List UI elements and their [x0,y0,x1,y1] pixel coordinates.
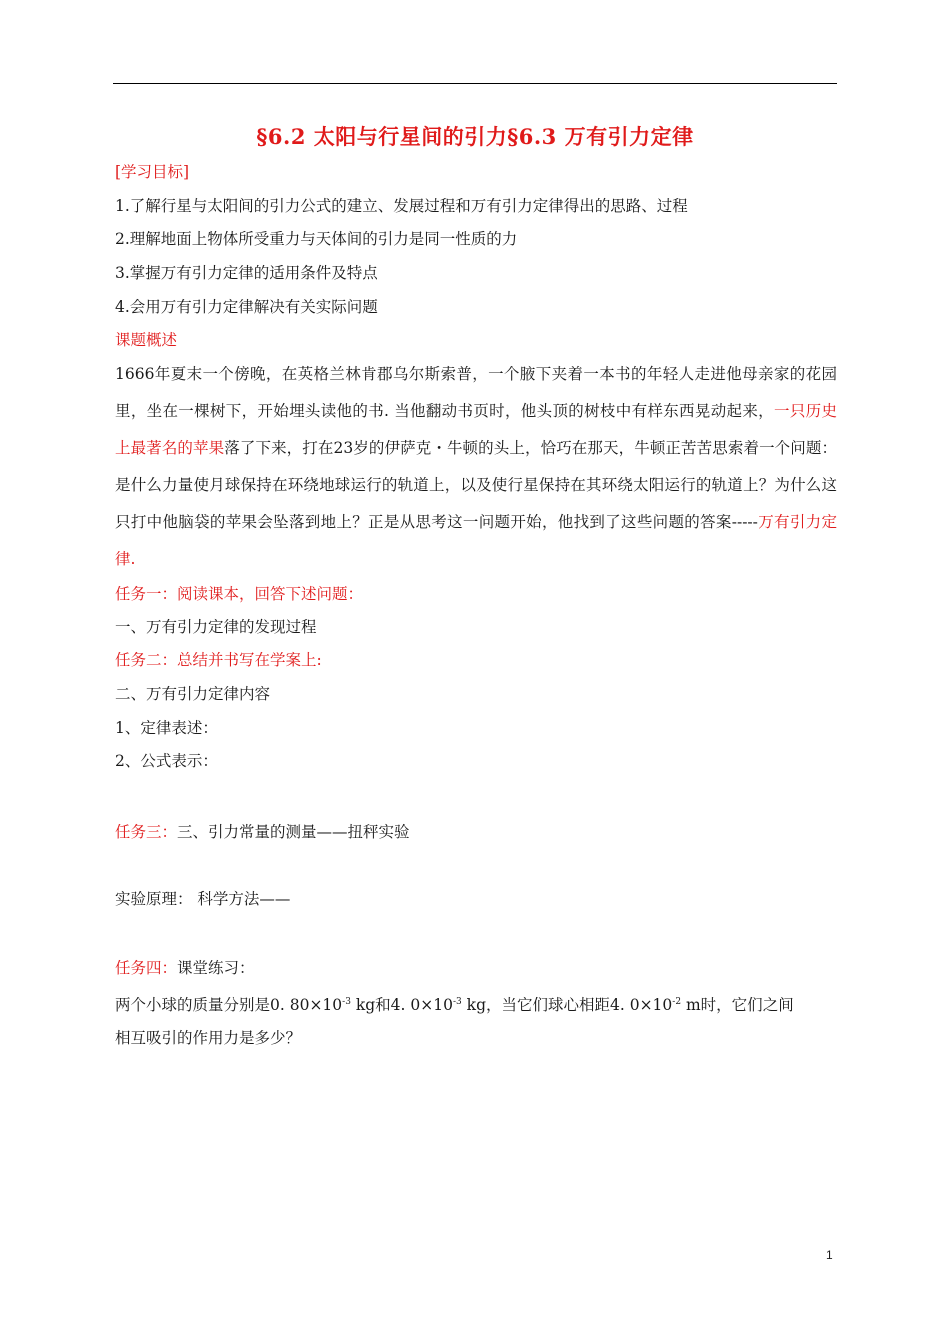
item-law-statement: 1、定律表述： [115,719,218,737]
overview-highlight-apple: 一只历史上最著名的苹果 [115,402,837,457]
header-rule [113,83,837,84]
objective-3: 3.掌握万有引力定律的适用条件及特点 [115,264,378,282]
exercise-exponent-1: -3 [342,997,351,1007]
exercise-part-a: 两个小球的质量分别是0. 80×10 [115,996,343,1014]
task-two: 任务二：总结并书写在学案上: [115,651,322,669]
experiment-principle: 实验原理： 科学方法—— [115,890,291,908]
exercise-part-b: kg和4. 0×10 [350,996,453,1014]
objectives-heading: [学习目标] [115,163,190,181]
task-four [115,958,255,978]
exercise-line-1 [115,992,794,1015]
task-one: 任务一：阅读课本，回答下述问题： [115,585,364,603]
exercise-exponent-2: -3 [452,997,462,1007]
task-four-label: 任务四： [115,959,178,977]
exercise-line-2: 相互吸引的作用力是多少？ [115,1029,302,1047]
exercise-exponent-3: -2 [672,997,682,1007]
task-four-text: 课堂练习： [177,959,255,977]
overview-text-1: 1666年夏末一个傍晚，在英格兰林肯郡乌尔斯索普，一个腋下夹着一本书的年轻人走进他母亲家的花园里，坐在一棵树下，开始埋头读他的书. 当他翻动书页时，他头顶的树枝中有样东西晃动起来， [115,365,837,420]
item-formula: 2、公式表示： [115,752,218,770]
exercise-part-c: kg，当它们球心相距4. 0×10 [461,996,673,1014]
page-title: §6.2 太阳与行星间的引力§6.3 万有引力定律 [256,124,694,149]
objective-2: 2.理解地面上物体所受重力与天体间的引力是同一性质的力 [115,230,518,248]
overview-text-2: 落了下来，打在23岁的伊萨克・牛顿的头上，恰巧在那天，牛顿正苦苦思索着一个问题：是什么力量使月球保持在环绕地球运行的轨道上，以及使行星保持在其环绕太阳运行的轨道上？为什么这只打中他脑袋的苹果会坠落到地上？正是从思考这一问题开始，他找到了这些问题的答案----- [115,439,837,531]
overview-heading: 课题概述 [115,331,178,349]
exercise-part-d: m时，它们之间 [681,996,794,1014]
page-number: 1 [826,1248,833,1262]
task-three [115,822,410,842]
overview-paragraph [115,356,837,578]
objective-4: 4.会用万有引力定律解决有关实际问题 [115,298,378,316]
task-three-text: 三、引力常量的测量——扭秤实验 [177,823,410,841]
section-two: 二、万有引力定律内容 [115,685,271,703]
objective-1: 1.了解行星与太阳间的引力公式的建立、发展过程和万有引力定律得出的思路、过程 [115,197,688,215]
task-three-label: 任务三： [115,823,178,841]
section-one: 一、万有引力定律的发现过程 [115,618,317,636]
overview-highlight-law: 万有引力定律. [115,513,837,568]
